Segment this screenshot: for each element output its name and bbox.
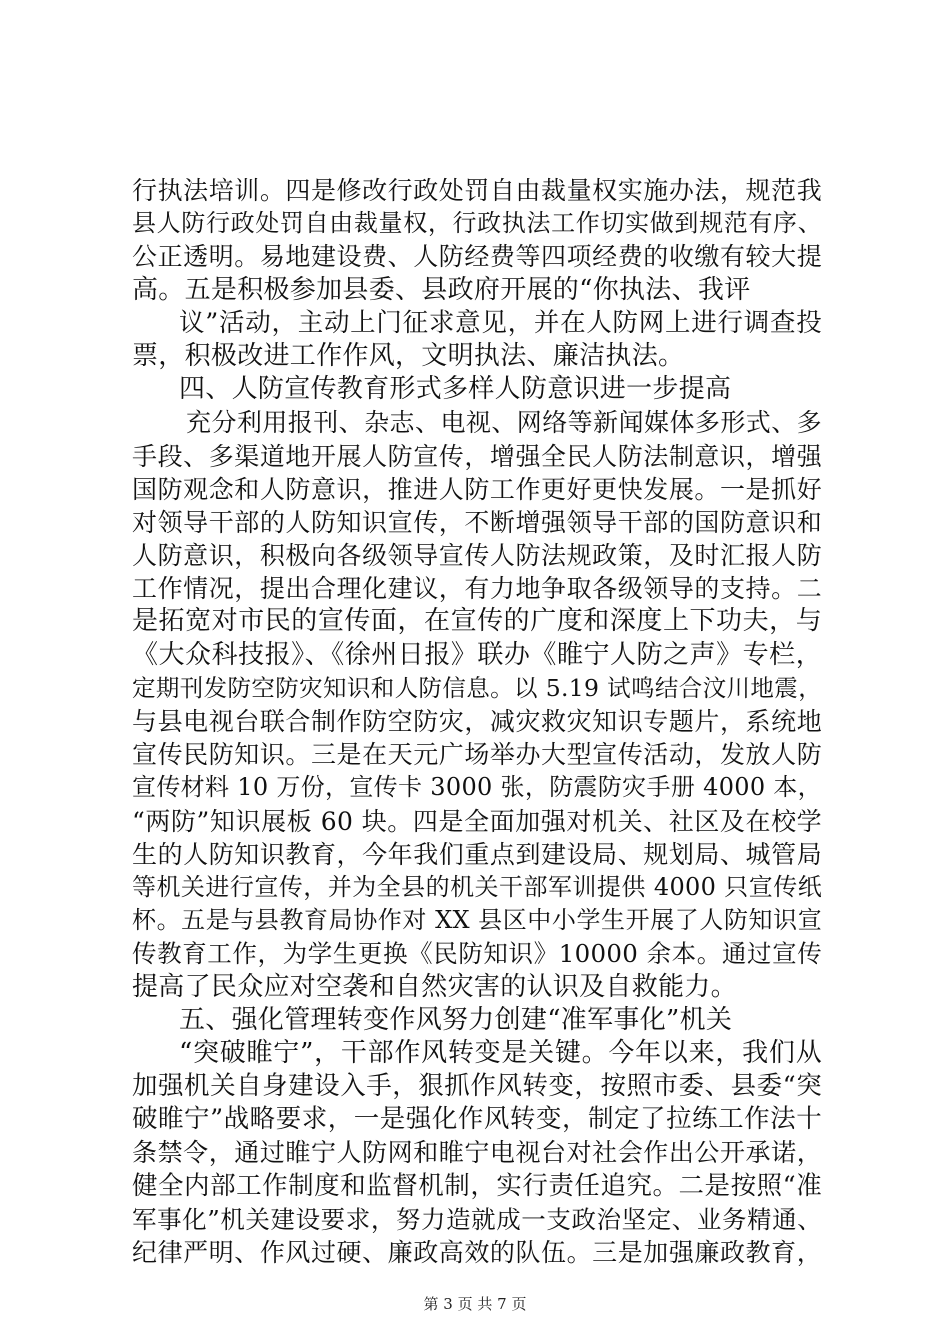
text-line: 工作情况，提出合理化建议，有力地争取各级领导的支持。二 (132, 574, 822, 604)
text-line: 传教育工作，为学生更换《民防知识》10000 余本。通过宣传 (132, 939, 822, 969)
text-line: 与县电视台联合制作防空防灾，减灾救灾知识专题片，系统地 (132, 707, 822, 736)
text-line: 县人防行政处罚自由裁量权，行政执法工作切实做到规范有序、 (132, 209, 822, 238)
text-line: 破睢宁”战略要求，一是强化作风转变，制定了拉练工作法十 (132, 1104, 822, 1135)
text-line: 纪律严明、作风过硬、廉政高效的队伍。三是加强廉政教育， (132, 1238, 822, 1267)
text-line: 公正透明。易地建设费、人防经费等四项经费的收缴有较大提 (132, 242, 822, 272)
text-line: 国防观念和人防意识，推进人防工作更好更快发展。一是抓好 (132, 474, 822, 504)
text-line: 行执法培训。四是修改行政处罚自由裁量权实施办法，规范我 (132, 176, 822, 205)
text-line: 军事化”机关建设要求，努力造就成一支政治坚定、业务精通、 (132, 1204, 822, 1234)
text-line: 对领导干部的人防知识宣传，不断增强领导干部的国防意识和 (132, 507, 822, 537)
text-line: 票，积极改进工作作风，文明执法、廉洁执法。 (132, 340, 685, 371)
text-line: 条禁令，通过睢宁人防网和睢宁电视台对社会作出公开承诺， (132, 1138, 822, 1168)
text-line: 提高了民众应对空袭和自然灾害的认识及自救能力。 (132, 971, 737, 1002)
text-line: 手段、多渠道地开展人防宣传，增强全民人防法制意识，增强 (132, 441, 822, 471)
text-line: “突破睢宁”，干部作风转变是关键。今年以来，我们从 (179, 1037, 822, 1068)
text-line: 杯。五是与县教育局协作对 XX 县区中小学生开展了人防知识宣 (132, 906, 822, 935)
text-line: 议”活动，主动上门征求意见，并在人防网上进行调查投 (179, 307, 822, 338)
page-footer: 第 3 页 共 7 页 (423, 1295, 527, 1313)
text-line: 生的人防知识教育，今年我们重点到建设局、规划局、城管局 (132, 839, 822, 869)
text-line: 加强机关自身建设入手，狠抓作风转变，按照市委、县委“突 (132, 1071, 822, 1102)
text-line: 定期刊发防空防灾知识和人防信息。以 5.19 试鸣结合汶川地震， (132, 673, 822, 702)
text-line: 等机关进行宣传，并为全县的机关干部军训提供 4000 只宣传纸 (132, 872, 822, 901)
text-line: “两防”知识展板 60 块。四是全面加强对机关、社区及在校学 (132, 806, 822, 836)
text-line: 健全内部工作制度和监督机制，实行责任追究。二是按照“准 (132, 1170, 822, 1201)
text-line: 宣传材料 10 万份，宣传卡 3000 张，防震防灾手册 4000 本， (132, 773, 822, 802)
text-line: 充分利用报刊、杂志、电视、网络等新闻媒体多形式、多 (186, 408, 822, 438)
text-line: 《大众科技报》、《徐州日报》联办《睢宁人防之声》专栏， (132, 639, 822, 670)
text-line: 高。五是积极参加县委、县政府开展的“你执法、我评 (132, 274, 751, 305)
text-line: 是拓宽对市民的宣传面，在宣传的广度和深度上下功夫，与 (132, 606, 822, 637)
document-body (132, 174, 822, 1269)
section-heading: 五、强化管理转变作风努力创建“准军事化”机关 (179, 1004, 733, 1035)
section-heading: 四、人防宣传教育形式多样人防意识进一步提高 (179, 374, 732, 405)
text-line: 人防意识，积极向各级领导宣传人防法规政策，及时汇报人防 (132, 541, 822, 571)
text-line: 宣传民防知识。三是在天元广场举办大型宣传活动，发放人防 (132, 740, 822, 770)
